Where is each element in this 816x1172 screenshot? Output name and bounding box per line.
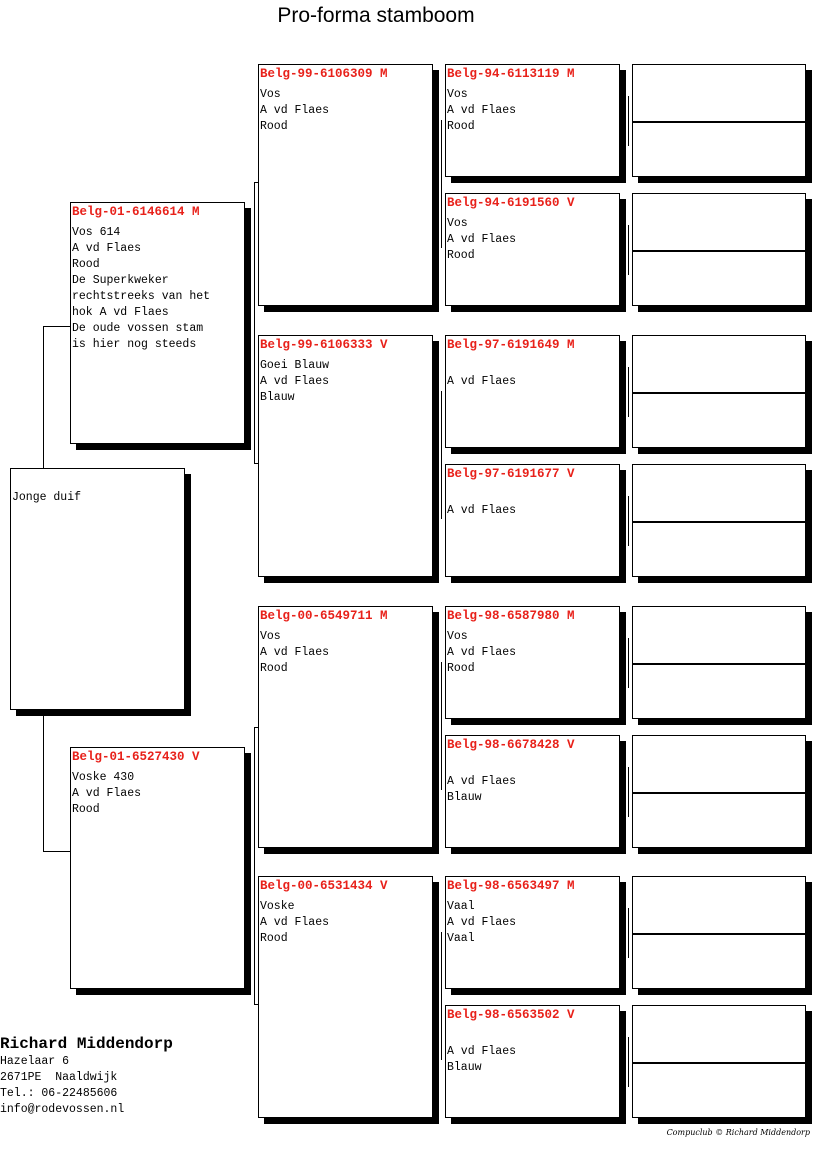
info-line: Vaal	[447, 900, 475, 913]
info-line: A vd Flaes	[447, 504, 517, 517]
subject-pigeon-card[interactable]	[10, 468, 185, 710]
ring-number: Belg-97-6191677 V	[447, 467, 575, 481]
ring-number: Belg-98-6563497 M	[447, 879, 575, 893]
connector-line	[628, 367, 629, 417]
info-line: Rood	[260, 932, 288, 945]
great-grandparent-card[interactable]	[445, 193, 620, 306]
info-line: Vos 614	[72, 226, 121, 239]
sire-card[interactable]	[70, 202, 245, 444]
divider	[633, 663, 805, 665]
connector-line	[628, 908, 629, 958]
owner-phone: Tel.: 06-22485606	[0, 1087, 118, 1100]
info-line: De oude vossen stam	[72, 322, 204, 335]
info-line: A vd Flaes	[447, 1045, 517, 1058]
great-grandparent-card[interactable]	[445, 876, 620, 989]
info-line: Vos	[447, 88, 468, 101]
owner-city: 2671PE Naaldwijk	[0, 1071, 118, 1084]
info-line: rechtstreeks van het	[72, 290, 211, 303]
info-line: A vd Flaes	[72, 787, 142, 800]
empty-ancestor-box[interactable]	[632, 735, 806, 848]
subject-line: Jonge duif	[12, 491, 82, 504]
connector-line	[628, 96, 629, 146]
ring-number: Belg-99-6106309 M	[260, 67, 388, 81]
empty-ancestor-box[interactable]	[632, 335, 806, 448]
empty-ancestor-box[interactable]	[632, 464, 806, 577]
ring-number: Belg-01-6527430 V	[72, 750, 200, 764]
empty-ancestor-box[interactable]	[632, 193, 806, 306]
owner-street: Hazelaar 6	[0, 1055, 70, 1068]
connector-line	[43, 326, 70, 327]
info-line: De Superkweker	[72, 274, 169, 287]
divider	[633, 521, 805, 523]
info-line: Goei Blauw	[260, 359, 330, 372]
ring-number: Belg-98-6587980 M	[447, 609, 575, 623]
great-grandparent-card[interactable]	[445, 735, 620, 848]
connector-line	[441, 662, 442, 790]
great-grandparent-card[interactable]	[445, 606, 620, 719]
ring-number: Belg-00-6549711 M	[260, 609, 388, 623]
info-line: Voske	[260, 900, 295, 913]
info-line: A vd Flaes	[447, 104, 517, 117]
info-line: Rood	[260, 120, 288, 133]
info-line: is hier nog steeds	[72, 338, 197, 351]
connector-line	[628, 638, 629, 688]
info-line	[447, 758, 618, 774]
info-line: A vd Flaes	[447, 775, 517, 788]
owner-email: info@rodevossen.nl	[0, 1103, 125, 1116]
info-line: A vd Flaes	[447, 233, 517, 246]
info-line: Blauw	[260, 391, 295, 404]
info-line: Vos	[447, 217, 468, 230]
info-line: Rood	[72, 258, 100, 271]
grandparent-card[interactable]	[258, 64, 433, 306]
connector-line	[441, 120, 442, 248]
info-line: Rood	[447, 249, 475, 262]
divider	[633, 792, 805, 794]
info-line: Rood	[260, 662, 288, 675]
info-line	[447, 487, 618, 503]
great-grandparent-card[interactable]	[445, 64, 620, 177]
connector-line	[441, 391, 442, 519]
divider	[633, 250, 805, 252]
empty-ancestor-box[interactable]	[632, 876, 806, 989]
connector-line	[628, 767, 629, 817]
divider	[633, 933, 805, 935]
ring-number: Belg-99-6106333 V	[260, 338, 388, 352]
ring-number: Belg-01-6146614 M	[72, 205, 200, 219]
info-line: Voske 430	[72, 771, 135, 784]
info-line: A vd Flaes	[260, 104, 330, 117]
dam-card[interactable]	[70, 747, 245, 989]
owner-address	[0, 1034, 173, 1118]
info-line: Blauw	[447, 791, 482, 804]
info-line: A vd Flaes	[447, 916, 517, 929]
credit-text: Compuclub © Richard Middendorp	[666, 1128, 810, 1137]
info-line: A vd Flaes	[447, 375, 517, 388]
info-line: hok A vd Flaes	[72, 306, 169, 319]
ring-number: Belg-94-6191560 V	[447, 196, 575, 210]
owner-name: Richard Middendorp	[0, 1035, 173, 1053]
ring-number: Belg-97-6191649 M	[447, 338, 575, 352]
info-line: Rood	[447, 662, 475, 675]
connector-line	[43, 710, 44, 851]
grandparent-card[interactable]	[258, 335, 433, 577]
connector-line	[628, 225, 629, 275]
info-line: A vd Flaes	[260, 916, 330, 929]
info-line: A vd Flaes	[260, 375, 330, 388]
divider	[633, 392, 805, 394]
info-line: Vos	[447, 630, 468, 643]
great-grandparent-card[interactable]	[445, 335, 620, 448]
empty-ancestor-box[interactable]	[632, 64, 806, 177]
info-line: A vd Flaes	[72, 242, 142, 255]
grandparent-card[interactable]	[258, 876, 433, 1118]
ring-number: Belg-00-6531434 V	[260, 879, 388, 893]
connector-line	[628, 496, 629, 546]
page-title: Pro-forma stamboom	[277, 4, 475, 27]
info-line: A vd Flaes	[260, 646, 330, 659]
grandparent-card[interactable]	[258, 606, 433, 848]
ring-number: Belg-98-6563502 V	[447, 1008, 575, 1022]
great-grandparent-card[interactable]	[445, 464, 620, 577]
connector-line	[43, 851, 70, 852]
great-grandparent-card[interactable]	[445, 1005, 620, 1118]
info-line: A vd Flaes	[447, 646, 517, 659]
empty-ancestor-box[interactable]	[632, 1005, 806, 1118]
info-line: Rood	[447, 120, 475, 133]
connector-line	[628, 1037, 629, 1087]
info-line: Vaal	[447, 932, 475, 945]
info-line: Rood	[72, 803, 100, 816]
connector-line	[254, 182, 255, 464]
ring-number: Belg-94-6113119 M	[447, 67, 575, 81]
info-line: Vos	[260, 88, 281, 101]
info-line	[447, 358, 618, 374]
connector-line	[441, 932, 442, 1060]
divider	[633, 1062, 805, 1064]
connector-line	[43, 326, 44, 468]
connector-line	[254, 727, 255, 1004]
divider	[633, 121, 805, 123]
info-line: Vos	[260, 630, 281, 643]
info-line: Blauw	[447, 1061, 482, 1074]
empty-ancestor-box[interactable]	[632, 606, 806, 719]
ring-number: Belg-98-6678428 V	[447, 738, 575, 752]
info-line	[447, 1028, 618, 1044]
